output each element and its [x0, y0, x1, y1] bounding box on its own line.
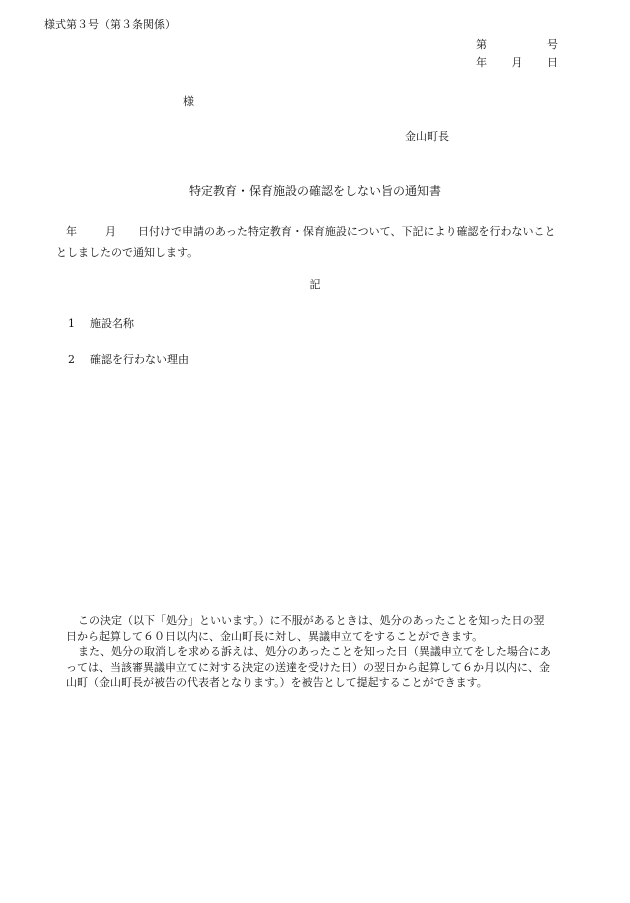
item-number: 1: [68, 317, 75, 330]
document-number: [476, 39, 558, 50]
notice-p2-line1: また、処分の取消しを求める訴えは、処分のあったことを知った日（異議申立てをした場合にあ: [78, 645, 551, 658]
appeal-notice: [66, 613, 586, 691]
item-number: 2: [68, 353, 75, 366]
body-paragraph: [56, 221, 586, 263]
notice-p2-line3: 山町（金山町長が被告の代表者となります。）を被告として提起することができます。: [66, 676, 488, 689]
notice-p1-line2: 日から起算して６０日以内に、金山町長に対し、異議申立てをすることができます。: [66, 629, 484, 643]
document-number-prefix: 第: [476, 38, 487, 51]
ki-heading: 記: [309, 278, 321, 291]
body-line-2: としましたので通知します。: [56, 246, 199, 259]
date-day: 日: [547, 56, 558, 69]
body-year: 年: [66, 225, 77, 238]
body-line-1-text: 日付けで申請のあった特定教育・保育施設について、下記により確認を行わないこと: [138, 225, 556, 238]
body-line-1: [56, 221, 586, 242]
date-year: 年: [476, 56, 487, 69]
item-label: 施設名称: [90, 317, 134, 330]
item-label: 確認を行わない理由: [90, 353, 189, 366]
document-number-suffix: 号: [547, 38, 558, 51]
date-month: 月: [511, 56, 523, 69]
form-number: 様式第３号（第３条関係）: [44, 18, 176, 31]
item-reason: [68, 354, 189, 365]
notice-p1-line1: この決定（以下「処分」といいます。）に不服があるときは、処分のあったことを知った日の翌: [78, 614, 545, 627]
issuer-name: 金山町長: [405, 130, 449, 143]
page-title: 特定教育・保育施設の確認をしない旨の通知書: [188, 184, 441, 198]
item-facility-name: [68, 318, 134, 329]
notice-p2-line2: っては、当該審異議申立てに対する決定の送達を受けた日）の翌日から起算して６か月以内に、金: [66, 660, 550, 674]
addressee-honorific: 様: [183, 95, 194, 108]
issue-date: [476, 57, 558, 68]
body-month: 月: [105, 225, 116, 238]
